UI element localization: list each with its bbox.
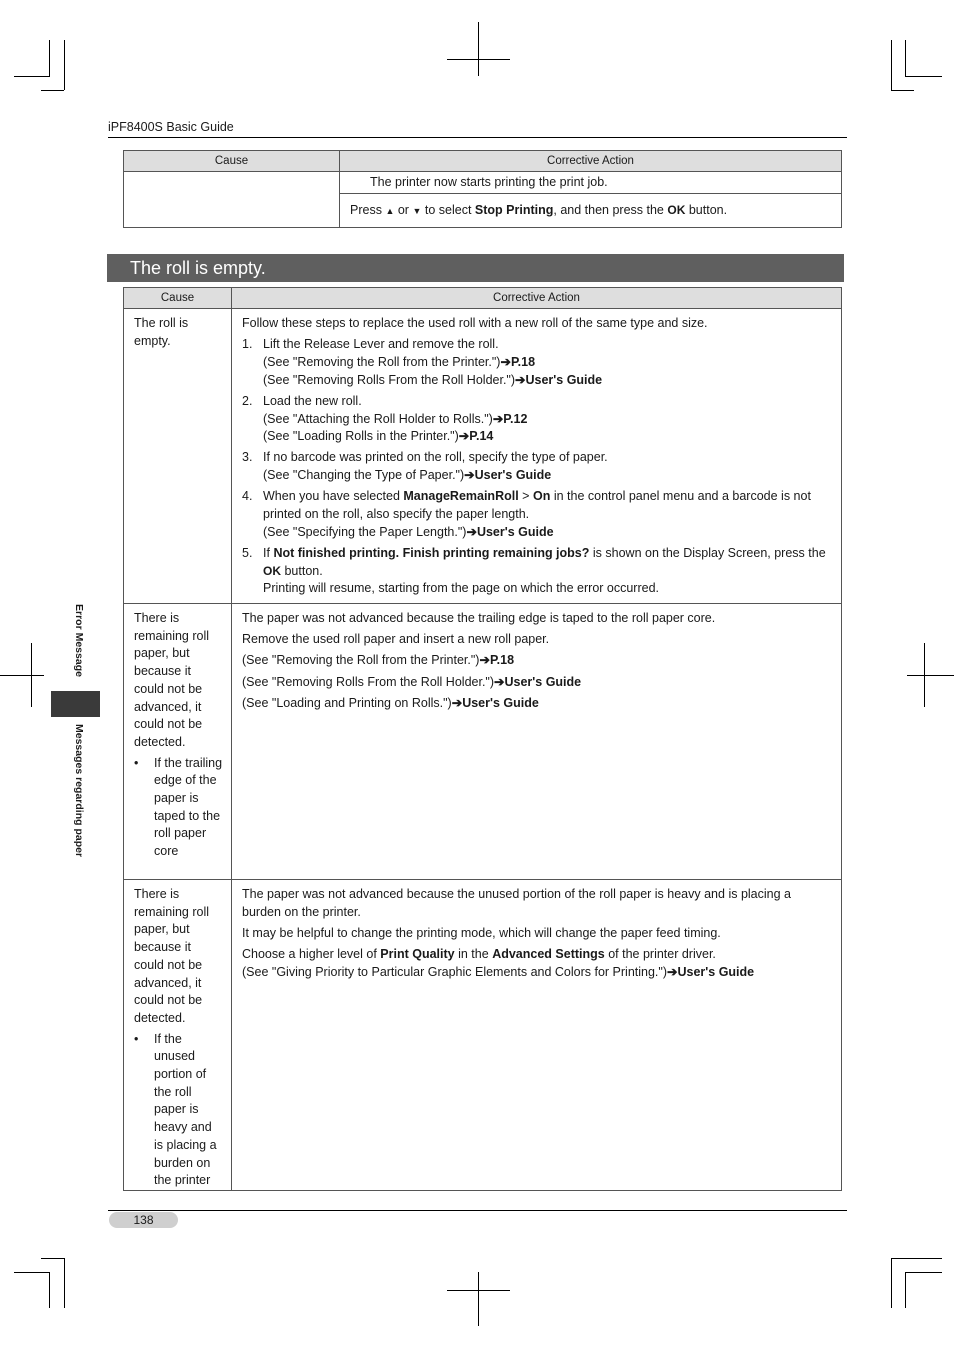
table-row <box>124 880 842 1191</box>
arrow-icon: ➔ <box>500 354 511 369</box>
action-cell: The paper was not advanced because the unused portion of the roll paper is heavy and is placing a burden on the printer. It may be helpful to change the printing mode, which will change the paper feed timing. Choose a higher level of Print Quality in the Advanced Settings of the printer driver. (See "Giving Priority to Particular Graphic Elements and Colors for Printing.")➔User's Guide <box>232 880 842 1191</box>
cause-cell: There is remaining roll paper, but because it could not be advanced, it could not be detected. • If the trailing edge of the paper is taped to the roll paper core <box>124 604 232 880</box>
top-row2-action: Press ▲ or ▼ to select Stop Printing, and then press the OK button. <box>340 194 842 228</box>
page-link[interactable]: P.14 <box>469 429 494 444</box>
table-row <box>124 604 842 880</box>
step-item: 4. When you have selected ManageRemainRoll > On in the control panel menu and a barcode is not printed on the roll, also specify the paper length. (See "Specifying the Paper Length.")➔User's Guide <box>242 489 811 539</box>
guide-link[interactable]: User's Guide <box>525 372 603 387</box>
up-arrow-icon: ▲ <box>385 206 395 216</box>
top-table <box>123 150 842 228</box>
top-cause-cell <box>124 172 340 228</box>
section-title: The roll is empty. <box>130 258 266 278</box>
main-col-action: Corrective Action <box>232 288 842 309</box>
step-item: 2. Load the new roll. (See "Attaching the Roll Holder to Rolls.")➔P.12 (See "Loading Rolls in the Printer.")➔P.14 <box>242 393 528 444</box>
arrow-icon: ➔ <box>479 653 490 668</box>
arrow-icon: ➔ <box>464 468 475 483</box>
arrow-icon: ➔ <box>494 674 505 689</box>
guide-link[interactable]: User's Guide <box>677 964 755 979</box>
step-item: 1. Lift the Release Lever and remove the roll. (See "Removing the Roll from the Printer.")➔P.18 (See "Removing Rolls From the Roll Holder.")➔User's Guide <box>242 337 603 387</box>
guide-link[interactable]: User's Guide <box>476 524 554 539</box>
ok-button-label: OK <box>263 563 281 578</box>
page-link[interactable]: P.18 <box>510 354 536 369</box>
down-arrow-icon: ▼ <box>412 206 422 216</box>
footer-rule <box>108 1210 847 1211</box>
action-cell: Follow these steps to replace the used roll with a new roll of the same type and size. 1. Lift the Release Lever and remove the roll. (See "Removing the Roll from the Printer.")➔P.18 (See "Removing Rolls From the Roll Holder.")➔User's Guide 2. Load the new roll. (See "Attaching the Roll Holder to Rolls.")➔P.12 (See "Loading Rolls in the Printer.")➔P.14 3. If no barcode was printed on the roll, specify the type of paper. (See "Changing the Type of Paper.")➔User's Guide 4. When you have selected ManageRemainRoll > On in the control panel menu and a barcode is not printed on the roll, also specify the paper length. (See "Specifying the Paper Length.")➔User's Guide 5. If Not finished printing. Finish printing remaining jobs? is shown on the Display Screen, press the OK button. Printing will resume, starting from the page on which the error occurred. <box>232 309 842 604</box>
arrow-icon: ➔ <box>515 372 526 387</box>
side-tab-error-message[interactable]: Error Message <box>73 604 85 677</box>
step-item: 3. If no barcode was printed on the roll, specify the type of paper. (See "Changing the Type of Paper.")➔User's Guide <box>242 450 608 483</box>
guide-link[interactable]: User's Guide <box>462 695 539 710</box>
arrow-icon: ➔ <box>667 964 678 979</box>
header-rule <box>108 137 847 138</box>
step-item: 5. If Not finished printing. Finish printing remaining jobs? is shown on the Display Screen, press the OK button. Printing will resume, starting from the page on which the error occurred. <box>242 545 826 596</box>
action-cell: The paper was not advanced because the trailing edge is taped to the roll paper core. Remove the used roll paper and insert a new roll paper. (See "Removing the Roll from the Printer.")➔P.18 (See "Removing Rolls From the Roll Holder.")➔User's Guide (See "Loading and Printing on Rolls.")➔User's Guide <box>232 604 842 880</box>
page-link[interactable]: P.18 <box>489 653 515 668</box>
table-row <box>124 309 842 604</box>
top-row1-action: The printer now starts printing the print job. <box>340 172 842 194</box>
cause-cell: There is remaining roll paper, but because it could not be advanced, it could not be detected. • If the unused portion of the roll paper is heavy and is placing a burden on the printer <box>124 880 232 1191</box>
side-tab-messages-regarding-paper[interactable]: Messages regarding paper <box>73 724 85 858</box>
guide-link[interactable]: User's Guide <box>474 468 552 483</box>
arrow-icon: ➔ <box>492 411 504 426</box>
page-link[interactable]: P.12 <box>503 411 528 426</box>
page-number: 138 <box>109 1212 178 1228</box>
main-table <box>123 287 842 1191</box>
arrow-icon: ➔ <box>466 524 477 539</box>
top-col-action: Corrective Action <box>340 151 842 172</box>
ok-button-label: OK <box>667 203 686 217</box>
top-col-cause: Cause <box>124 151 340 172</box>
side-tab-marker <box>51 691 100 717</box>
guide-link[interactable]: User's Guide <box>504 674 582 689</box>
arrow-icon: ➔ <box>451 695 463 710</box>
cause-cell: The roll is empty. <box>124 309 232 604</box>
header-title: iPF8400S Basic Guide <box>108 120 234 134</box>
main-col-cause: Cause <box>124 288 232 309</box>
section-heading-bar <box>107 254 844 282</box>
arrow-icon: ➔ <box>458 429 470 444</box>
